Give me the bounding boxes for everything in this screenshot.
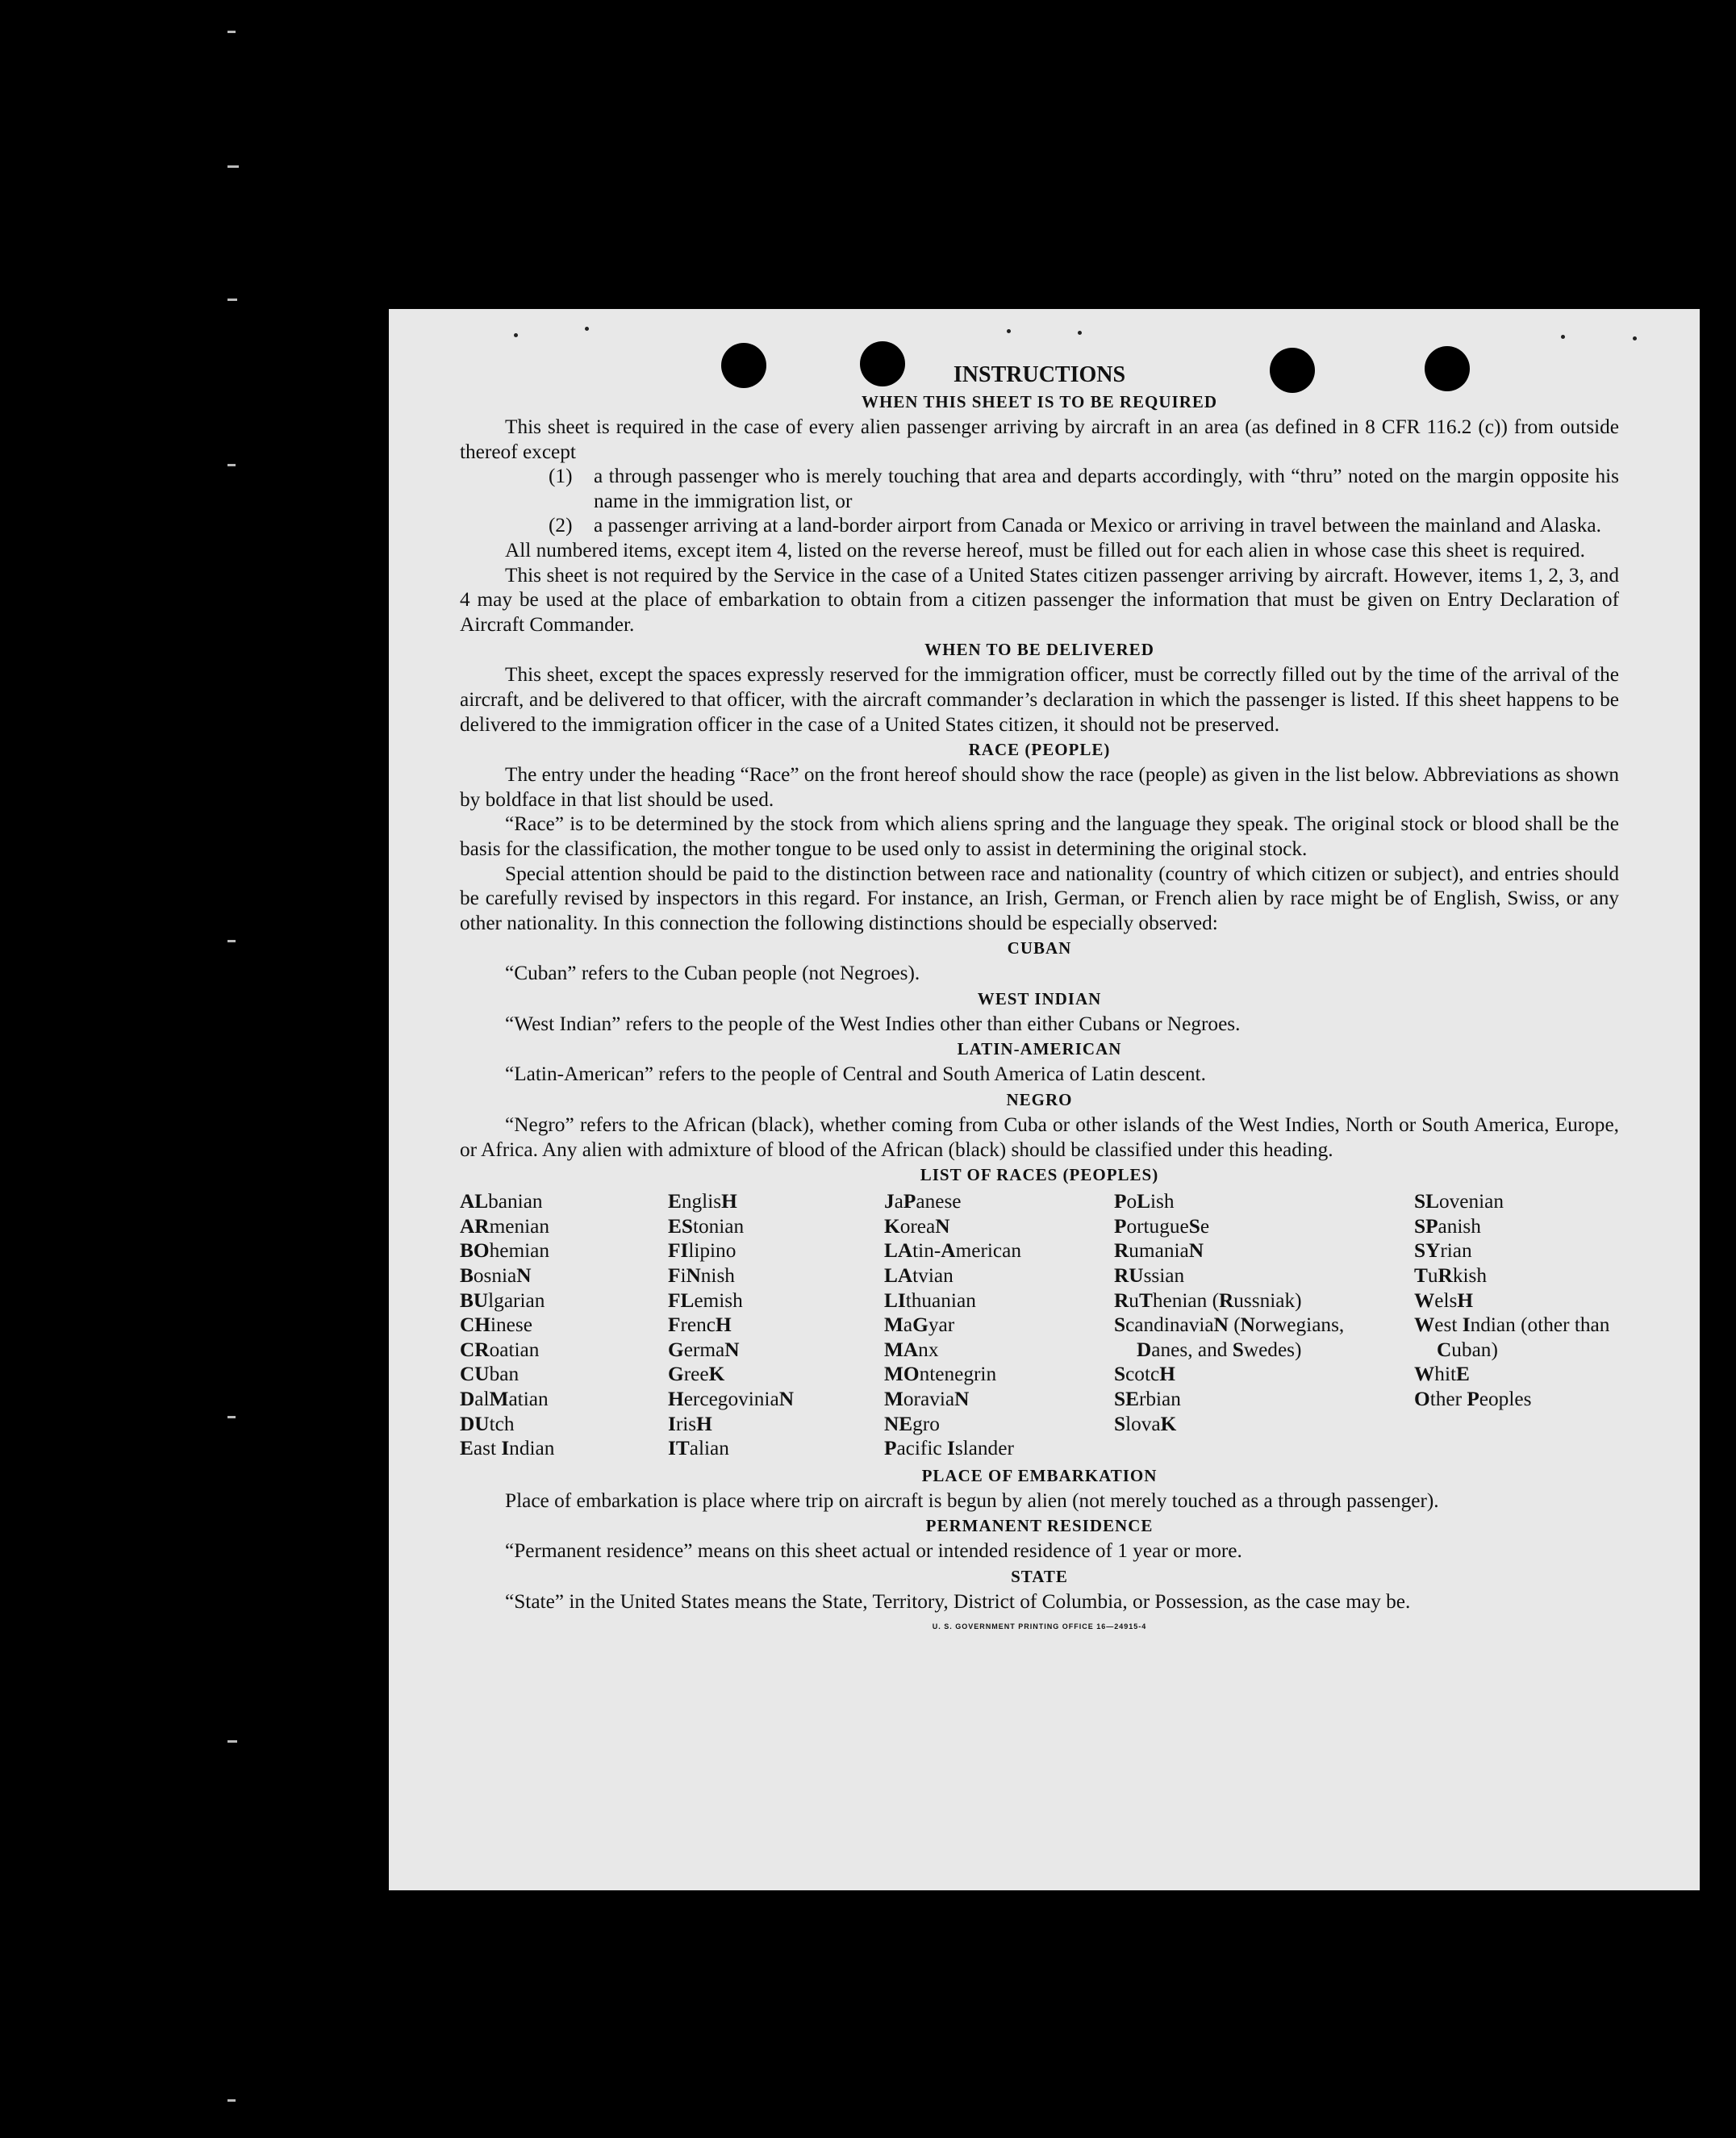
races-column bbox=[1414, 1189, 1619, 1461]
race-entry: PortugueSe bbox=[1114, 1214, 1210, 1238]
race-entry: FiNnish bbox=[668, 1264, 735, 1288]
race-entry: SPanish bbox=[1414, 1214, 1481, 1238]
races-column bbox=[1114, 1189, 1414, 1461]
race-entry: DUtch bbox=[460, 1412, 515, 1435]
race-entry: BUlgarian bbox=[460, 1288, 545, 1312]
paragraph: “West Indian” refers to the people of the West Indies other than either Cubans or Negroes. bbox=[505, 1012, 1241, 1035]
race-entry: WelsH bbox=[1414, 1288, 1474, 1312]
paragraph: The entry under the heading “Race” on the front hereof should show the race (people) as given in the list below. Abbreviations as shown by boldface in that list should be used. bbox=[460, 763, 1619, 811]
section-heading-race: RACE (PEOPLE) bbox=[968, 740, 1111, 760]
instructions-content bbox=[460, 361, 1619, 1631]
item-text: a passenger arriving at a land-border airport from Canada or Mexico or arriving in travel between the mainland and Alaska. bbox=[594, 514, 1601, 537]
race-entry: ITalian bbox=[668, 1437, 729, 1460]
paragraph: Place of embarkation is place where trip on aircraft is begun by alien (not merely touched as a through passenger). bbox=[505, 1489, 1439, 1512]
race-entry: GreeK bbox=[668, 1363, 725, 1386]
race-entry: IrisH bbox=[668, 1412, 712, 1435]
race-entry: RumaniaN bbox=[1114, 1239, 1204, 1263]
race-entry: LAtin-American bbox=[884, 1239, 1022, 1263]
item-number: (2) bbox=[549, 514, 573, 537]
race-entry: ScotcH bbox=[1114, 1363, 1175, 1386]
race-entry: SLovenian bbox=[1414, 1190, 1504, 1213]
item-text: a through passenger who is merely touching that area and departs accordingly, with “thru” noted on the margin opposite his name in the immigration list, or bbox=[594, 465, 1619, 512]
section-heading-embarkation: PLACE OF EMBARKATION bbox=[921, 1465, 1158, 1485]
paragraph: “Race” is to be determined by the stock from which aliens spring and the language they speak. The original stock or blood shall be the basis for the classification, the mother tongue to be used only to assist in determining the original stock. bbox=[460, 812, 1619, 860]
race-entry: LIthuanian bbox=[884, 1288, 976, 1312]
paragraph: “Cuban” refers to the Cuban people (not Negroes). bbox=[505, 962, 920, 985]
race-entry: SErbian bbox=[1114, 1388, 1181, 1410]
race-entry: RUssian bbox=[1114, 1264, 1185, 1288]
paragraph: All numbered items, except item 4, listed on the reverse hereof, must be filled out for each alien in whose case this sheet is required. bbox=[505, 538, 1585, 562]
document-page bbox=[389, 309, 1700, 1890]
race-entry: KoreaN bbox=[884, 1214, 950, 1238]
section-heading-negro: NEGRO bbox=[1006, 1090, 1073, 1110]
speck bbox=[585, 327, 589, 331]
race-entry: FIlipino bbox=[668, 1239, 737, 1263]
race-entry: East Indian bbox=[460, 1437, 555, 1460]
section-heading-latin-american: LATIN-AMERICAN bbox=[957, 1039, 1122, 1059]
scan-mark bbox=[227, 1740, 237, 1743]
race-entry: MaGyar bbox=[884, 1313, 955, 1337]
paragraph: This sheet is required in the case of every alien passenger arriving by aircraft in an area (as defined in 8 CFR 116.2 (c)) from outside thereof except bbox=[460, 415, 1619, 463]
race-entry: MOntenegrin bbox=[884, 1363, 997, 1386]
race-entry: EnglisH bbox=[668, 1190, 737, 1213]
races-column bbox=[884, 1189, 1114, 1461]
race-entry: CRoatian bbox=[460, 1338, 540, 1361]
speck bbox=[514, 333, 518, 337]
race-entry: West Indian (other than Cuban) bbox=[1414, 1313, 1610, 1361]
race-entry: SYrian bbox=[1414, 1239, 1472, 1263]
race-entry: Other Peoples bbox=[1414, 1388, 1532, 1410]
race-entry: HercegoviniaN bbox=[668, 1388, 794, 1410]
races-list bbox=[460, 1189, 1619, 1461]
race-entry: CHinese bbox=[460, 1313, 532, 1337]
scan-mark bbox=[227, 165, 239, 168]
paragraph: “State” in the United States means the State, Territory, District of Columbia, or Possession, as the case may be. bbox=[505, 1589, 1411, 1613]
speck bbox=[1007, 329, 1011, 333]
section-heading-state: STATE bbox=[1011, 1566, 1068, 1586]
race-entry: MoraviaN bbox=[884, 1388, 970, 1410]
race-entry: NEgro bbox=[884, 1412, 940, 1435]
scan-mark bbox=[227, 299, 237, 301]
race-entry: JaPanese bbox=[884, 1190, 962, 1213]
race-entry: CUban bbox=[460, 1363, 520, 1386]
race-entry: BosniaN bbox=[460, 1264, 532, 1288]
race-entry: MAnx bbox=[884, 1338, 939, 1361]
race-entry: BOhemian bbox=[460, 1239, 550, 1263]
race-entry: LAtvian bbox=[884, 1264, 954, 1288]
speck bbox=[1078, 331, 1082, 335]
speck bbox=[1633, 336, 1637, 340]
paragraph: “Latin-American” refers to the people of Central and South America of Latin descent. bbox=[505, 1063, 1206, 1086]
races-column bbox=[460, 1189, 668, 1461]
race-entry: GermaN bbox=[668, 1338, 740, 1361]
scan-mark bbox=[227, 940, 236, 942]
race-entry: FrencH bbox=[668, 1313, 732, 1337]
section-heading-list-of-races: LIST OF RACES (PEOPLES) bbox=[920, 1165, 1159, 1185]
scan-mark bbox=[227, 2099, 236, 2102]
races-column bbox=[668, 1189, 884, 1461]
document-title: INSTRUCTIONS bbox=[953, 362, 1126, 387]
paragraph: This sheet, except the spaces expressly reserved for the immigration officer, must be correctly filled out by the time of the arrival of the aircraft, and be delivered to that officer, with the aircraft commander’s declaration in which the passenger is listed. If this sheet happens to be delivered to the immigration officer in the case of a United States citizen, it should not be preserved. bbox=[460, 663, 1619, 736]
paragraph: This sheet is not required by the Service in the case of a United States citizen passenger arriving by aircraft. However, items 1, 2, 3, and 4 may be used at the place of embarkation to obtain from a citizen passenger the information that must be given on Entry Declaration of Aircraft Commander. bbox=[460, 563, 1619, 636]
scan-mark bbox=[227, 1416, 236, 1418]
printing-office-footer: U. S. GOVERNMENT PRINTING OFFICE 16—24915-4 bbox=[932, 1622, 1147, 1631]
race-entry: RuThenian (Russniak) bbox=[1114, 1288, 1302, 1312]
paragraph: “Permanent residence” means on this sheet actual or intended residence of 1 year or more. bbox=[505, 1539, 1242, 1563]
race-entry: DalMatian bbox=[460, 1388, 549, 1410]
race-entry: ARmenian bbox=[460, 1214, 550, 1238]
section-heading-cuban: CUBAN bbox=[1007, 938, 1072, 958]
section-heading-west-indian: WEST INDIAN bbox=[977, 988, 1102, 1008]
race-entry: TuRkish bbox=[1414, 1264, 1487, 1288]
speck bbox=[1561, 335, 1565, 339]
race-entry: EStonian bbox=[668, 1214, 745, 1238]
race-entry: Pacific Islander bbox=[884, 1437, 1014, 1460]
list-item bbox=[460, 464, 1619, 513]
paragraph: Special attention should be paid to the distinction between race and nationality (country of which citizen or subject), and entries should be carefully revised by inspectors in this regard. For instance, an Irish, German, or French alien by race might be of English, Swiss, or any other nationality. In this connection the following distinctions should be especially observed: bbox=[460, 862, 1619, 934]
section-heading-residence: PERMANENT RESIDENCE bbox=[925, 1516, 1154, 1536]
race-entry: PoLish bbox=[1114, 1190, 1175, 1213]
race-entry: FLemish bbox=[668, 1288, 743, 1312]
race-entry: ScandinaviaN (Norwegians, Danes, and Swedes) bbox=[1114, 1313, 1345, 1361]
item-number: (1) bbox=[549, 465, 573, 488]
section-heading-required: WHEN THIS SHEET IS TO BE REQUIRED bbox=[861, 392, 1218, 411]
paragraph: “Negro” refers to the African (black), whether coming from Cuba or other islands of the West Indies, North or South America, Europe, or Africa. Any alien with admixture of blood of the African (black) should be classified under this heading. bbox=[460, 1113, 1619, 1161]
race-entry: ALbanian bbox=[460, 1190, 543, 1213]
race-entry: WhitE bbox=[1414, 1363, 1470, 1386]
list-item bbox=[460, 513, 1619, 538]
scan-mark bbox=[227, 464, 236, 466]
race-entry: SlovaK bbox=[1114, 1412, 1177, 1435]
section-heading-delivered: WHEN TO BE DELIVERED bbox=[924, 640, 1154, 660]
scan-mark bbox=[227, 31, 236, 33]
